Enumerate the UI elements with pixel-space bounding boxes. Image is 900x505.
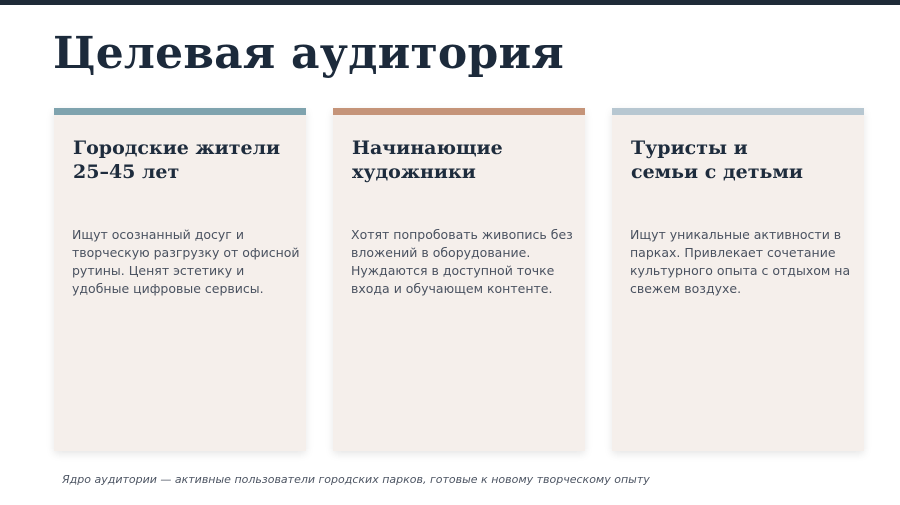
card-title: Городские жители 25–45 лет bbox=[73, 137, 281, 183]
card-accent-bar bbox=[333, 108, 585, 115]
audience-card-tourists-families bbox=[612, 108, 864, 451]
slide-title: Целевая аудитория bbox=[53, 28, 564, 79]
card-accent-bar bbox=[612, 108, 864, 115]
card-description: Хотят попробовать живопись без вложений в оборудование. Нуждаются в доступной точке входа и обучающем контенте. bbox=[351, 227, 573, 296]
card-accent-bar bbox=[54, 108, 306, 115]
footer-note: Ядро аудитории — активные пользователи городских парков, готовые к новому творческому опыту bbox=[62, 473, 650, 486]
card-title: Начинающие художники bbox=[352, 137, 503, 183]
top-accent-bar bbox=[0, 0, 900, 5]
card-description: Ищут осознанный досуг и творческую разгрузку от офисной рутины. Ценят эстетику и удобные цифровые сервисы. bbox=[72, 227, 300, 296]
audience-cards bbox=[54, 108, 864, 451]
card-description: Ищут уникальные активности в парках. Привлекает сочетание культурного опыта с отдыхом на свежем воздухе. bbox=[630, 227, 851, 296]
audience-card-urban-residents bbox=[54, 108, 306, 451]
audience-card-beginner-artists bbox=[333, 108, 585, 451]
card-title: Туристы и семьи с детьми bbox=[631, 137, 803, 183]
